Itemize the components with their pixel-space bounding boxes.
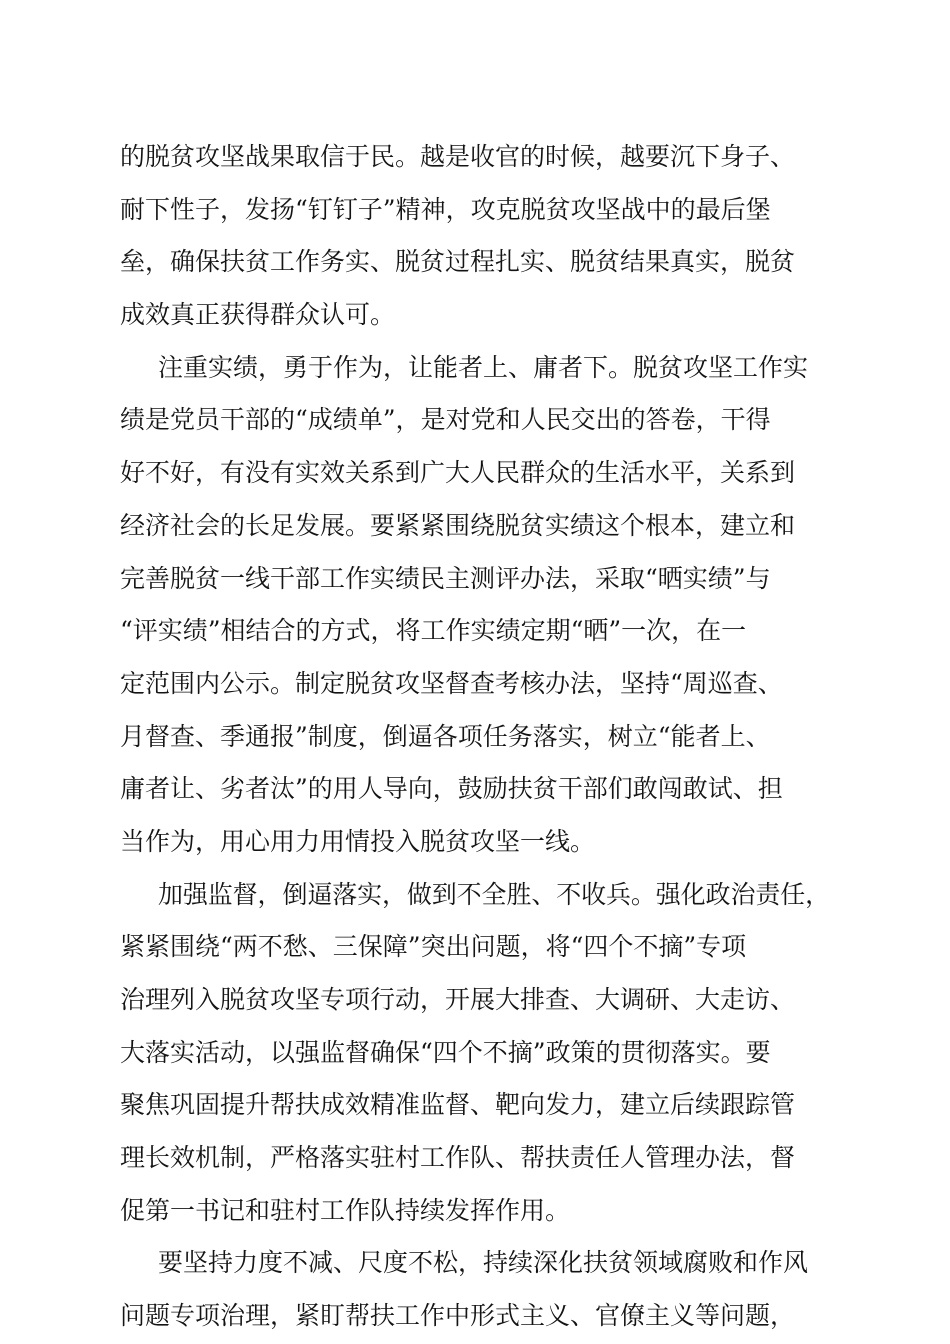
text-line: 耐下性子，发扬“钉钉子”精神，攻克脱贫攻坚战中的最后堡 xyxy=(120,194,771,224)
text-line: 定范围内公示。制定脱贫攻坚督查考核办法，坚持“周巡查、 xyxy=(120,668,783,698)
text-line: 完善脱贫一线干部工作实绩民主测评办法，采取“晒实绩”与 xyxy=(120,563,771,593)
text-line: 大落实活动，以强监督确保“四个不摘”政策的贯彻落实。要 xyxy=(120,1037,771,1067)
text-line: 治理列入脱贫攻坚专项行动，开展大排查、大调研、大走访、 xyxy=(120,985,796,1014)
text-line: 理长效机制，严格落实驻村工作队、帮扶责任人管理办法，督 xyxy=(120,1143,796,1173)
text-line: 垒，确保扶贫工作务实、脱贫过程扎实、脱贫结果真实，脱贫 xyxy=(120,247,796,277)
body-text xyxy=(120,131,830,1343)
text-line: 的脱贫攻坚战果取信于民。越是收官的时候，越要沉下身子、 xyxy=(120,142,796,171)
text-line: 好不好，有没有实效关系到广大人民群众的生活水平，关系到 xyxy=(120,458,796,488)
text-line: 促第一书记和驻村工作队持续发挥作用。 xyxy=(120,1195,571,1225)
text-line: 问题专项治理，紧盯帮扶工作中形式主义、官僚主义等问题， xyxy=(120,1301,796,1331)
text-line: 注重实绩，勇于作为，让能者上、庸者下。脱贫攻坚工作实 xyxy=(158,352,809,382)
text-line: 加强监督，倒逼落实，做到不全胜、不收兵。强化政治责任， xyxy=(158,879,831,909)
text-line: 成效真正获得群众认可。 xyxy=(120,300,396,330)
text-line: 紧紧围绕“两不愁、三保障”突出问题，将“四个不摘”专项 xyxy=(120,932,747,962)
text-line: 经济社会的长足发展。要紧紧围绕脱贫实绩这个根本，建立和 xyxy=(120,510,796,540)
text-line: 要坚持力度不减、尺度不松，持续深化扶贫领域腐败和作风 xyxy=(158,1248,809,1278)
text-line: 聚焦巩固提升帮扶成效精准监督、靶向发力，建立后续跟踪管 xyxy=(120,1090,796,1120)
text-line: 庸者让、劣者汰”的用人导向，鼓励扶贫干部们敢闯敢试、担 xyxy=(120,774,783,804)
text-line: “评实绩”相结合的方式，将工作实绩定期“晒”一次，在一 xyxy=(120,616,747,646)
text-line: 当作为，用心用力用情投入脱贫攻坚一线。 xyxy=(120,826,596,856)
text-line: 绩是党员干部的“成绩单”，是对党和人民交出的答卷，干得 xyxy=(120,405,771,435)
text-line: 月督查、季通报”制度，倒逼各项任务落实，树立“能者上、 xyxy=(120,721,771,751)
